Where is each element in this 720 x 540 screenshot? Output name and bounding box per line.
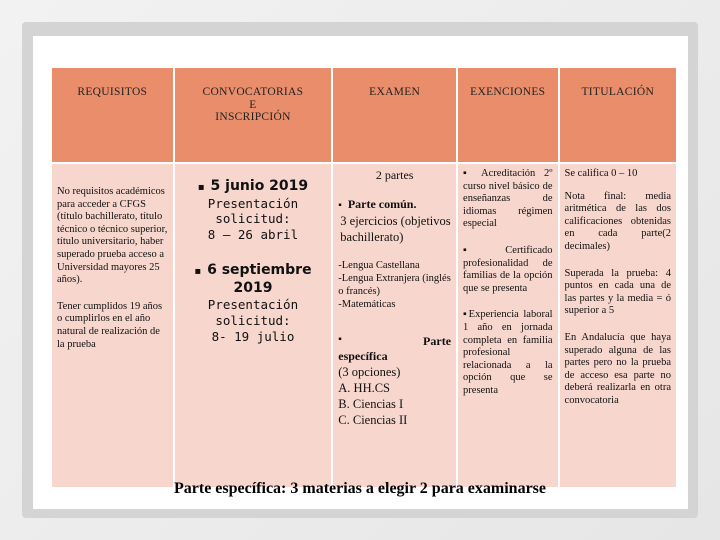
parte-especifica [338, 334, 451, 349]
convocatoria-junio [180, 178, 327, 242]
bullet-icon: ▪ [194, 266, 202, 278]
cell-requisitos [51, 163, 174, 488]
exencion-certificado: ▪ Certificado profesionalidad de familias de la opción que se presenta [463, 244, 553, 294]
cell-titulacion [559, 163, 677, 488]
list-item: -Lengua Extranjera (inglés o francés) [338, 273, 451, 298]
convocatoria-date: 5 junio 2019 [210, 178, 309, 194]
exencion-idiomas: ▪ Acreditación 2º curso nivel básico de enseñanzas de idiomas régimen especial [463, 168, 553, 230]
cell-examen [332, 163, 457, 488]
titulacion-califica: Se califica 0 – 10 [564, 168, 638, 179]
parte-especifica-b: específica [338, 348, 388, 363]
parte-comun-title: Parte común. [347, 197, 417, 211]
opcion-b: B. Ciencias I [338, 397, 404, 411]
parte-comun-desc: 3 ejercicios (objetivos bachillerato) [340, 213, 451, 244]
examen-list [338, 259, 451, 312]
convocatoria-range: 8 – 26 abril [207, 226, 299, 242]
header-convocatorias: CONVOCATORIAS E INSCRIPCIÓN [174, 67, 333, 163]
cell-exenciones [457, 163, 559, 488]
opcion-c: C. Ciencias II [338, 413, 408, 428]
cell-convocatorias [174, 163, 333, 488]
examen-opciones: (3 opciones) [338, 364, 401, 379]
examen-partes: 2 partes [375, 168, 414, 182]
convocatoria-range: 8- 19 julio [211, 328, 295, 344]
header-requisitos: REQUISITOS [51, 67, 174, 163]
convocatoria-date: 6 septiembre 2019 [207, 262, 312, 296]
exencion-experiencia: ▪Experiencia laboral 1 año en jornada completa en familia profesional relacionada a la opción que se presenta [463, 309, 553, 396]
convocatoria-label: Presentación solicitud: [207, 195, 299, 227]
requisitos-p1: No requisitos académicos para acceder a CFGS (título bachillerato, título técnico o técnico superior, título universitario, haber superado prueba acceso a Universidad mayores 25 años). [57, 186, 168, 286]
titulacion-superada: Superada la prueba: 4 puntos en cada una de las partes y la media = ó superior a 5 [564, 267, 671, 317]
titulacion-andalucia: En Andalucía que haya superado alguna de las partes pero no la prueba de acceso esa parte no deberá realizarla en otra convocatoria [564, 331, 671, 406]
requisitos-p2: Tener cumplidos 19 años o cumplirlos en el año natural de realización de la prueba [57, 300, 163, 350]
parte-comun [338, 197, 451, 213]
convocatoria-septiembre [180, 262, 327, 344]
footer-note: Parte específica: 3 materias a elegir 2 para examinarse [173, 480, 547, 497]
parte-especifica-a: Parte [423, 333, 452, 348]
convocatoria-label: Presentación solicitud: [207, 297, 299, 328]
list-item: -Lengua Castellana [338, 260, 420, 271]
opcion-a: A. HH.CS [338, 380, 391, 395]
titulacion-nota: Nota final: media aritmética de las dos calificaciones obtenidas en cada parte(2 decimales) [564, 190, 671, 252]
bullet-icon: ▪ [338, 200, 342, 211]
bullet-icon: ▪ [197, 182, 205, 193]
list-item: -Matemáticas [338, 299, 396, 311]
requirements-table [50, 66, 678, 489]
table-header-row [51, 67, 677, 163]
header-exenciones: EXENCIONES [457, 67, 559, 163]
bullet-icon: ▪ [338, 333, 342, 345]
table-body-row [51, 163, 677, 488]
header-titulacion: TITULACIÓN [559, 67, 677, 163]
header-examen: EXAMEN [332, 67, 457, 163]
